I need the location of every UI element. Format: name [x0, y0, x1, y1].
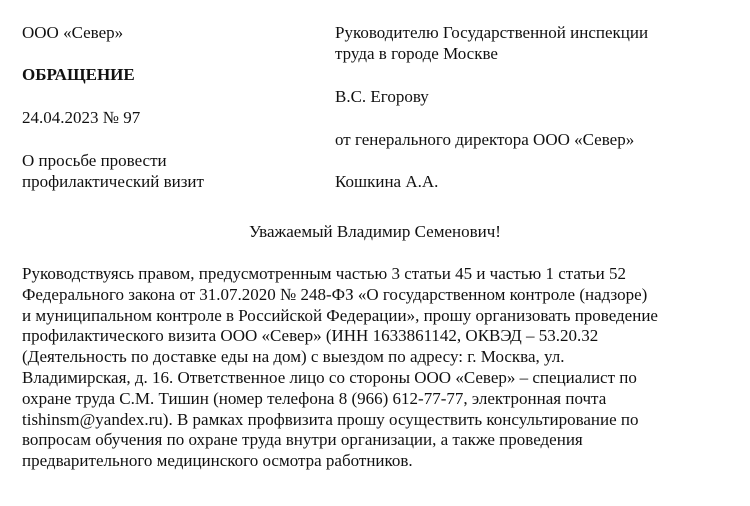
body-line: охране труда С.М. Тишин (номер телефона 8 (966) 612-77-77, электронная почта: [22, 388, 607, 408]
body-line: Федерального закона от 31.07.2020 № 248-ФЗ «О государственном контроле (надзоре): [22, 284, 648, 304]
body-line: tishinsm@yandex.ru). В рамках профвизита прошу осуществить консультирование по: [22, 409, 639, 429]
body-line: предварительного медицинского осмотра работников.: [22, 451, 413, 471]
body-line: профилактического визита ООО «Север» (ИНН 1633861142, ОКВЭД – 53.20.32: [22, 326, 599, 346]
subject-line-2: профилактический визит: [22, 172, 204, 191]
body-line: и муниципальном контроле в Российской Федерации», прошу организовать проведение: [22, 305, 658, 325]
organization-name: ООО «Север»: [22, 23, 124, 42]
date-number: 24.04.2023 № 97: [22, 108, 141, 127]
salutation: Уважаемый Владимир Семенович!: [249, 222, 501, 241]
body-line: вопросам обучения по охране труда внутри организации, а также проведения: [22, 430, 583, 450]
body-line: Владимирская, д. 16. Ответственное лицо со стороны ООО «Север» – специалист по: [22, 367, 637, 387]
sender-name: Кошкина А.А.: [335, 172, 439, 191]
document-type: ОБРАЩЕНИЕ: [22, 65, 135, 84]
addressee-name: В.С. Егорову: [335, 87, 429, 106]
addressee-line-2: труда в городе Москве: [335, 44, 498, 63]
subject-line-1: О просьбе провести: [22, 151, 167, 170]
body-paragraph: [22, 264, 742, 472]
from-line: от генерального директора ООО «Север»: [335, 130, 635, 149]
body-line: Руководствуясь правом, предусмотренным частью 3 статьи 45 и частью 1 статьи 52: [22, 264, 627, 283]
body-line: (Деятельность по доставке еды на дом) с выездом по адресу: г. Москва, ул.: [22, 347, 565, 367]
addressee-line-1: Руководителю Государственной инспекции: [335, 23, 649, 42]
